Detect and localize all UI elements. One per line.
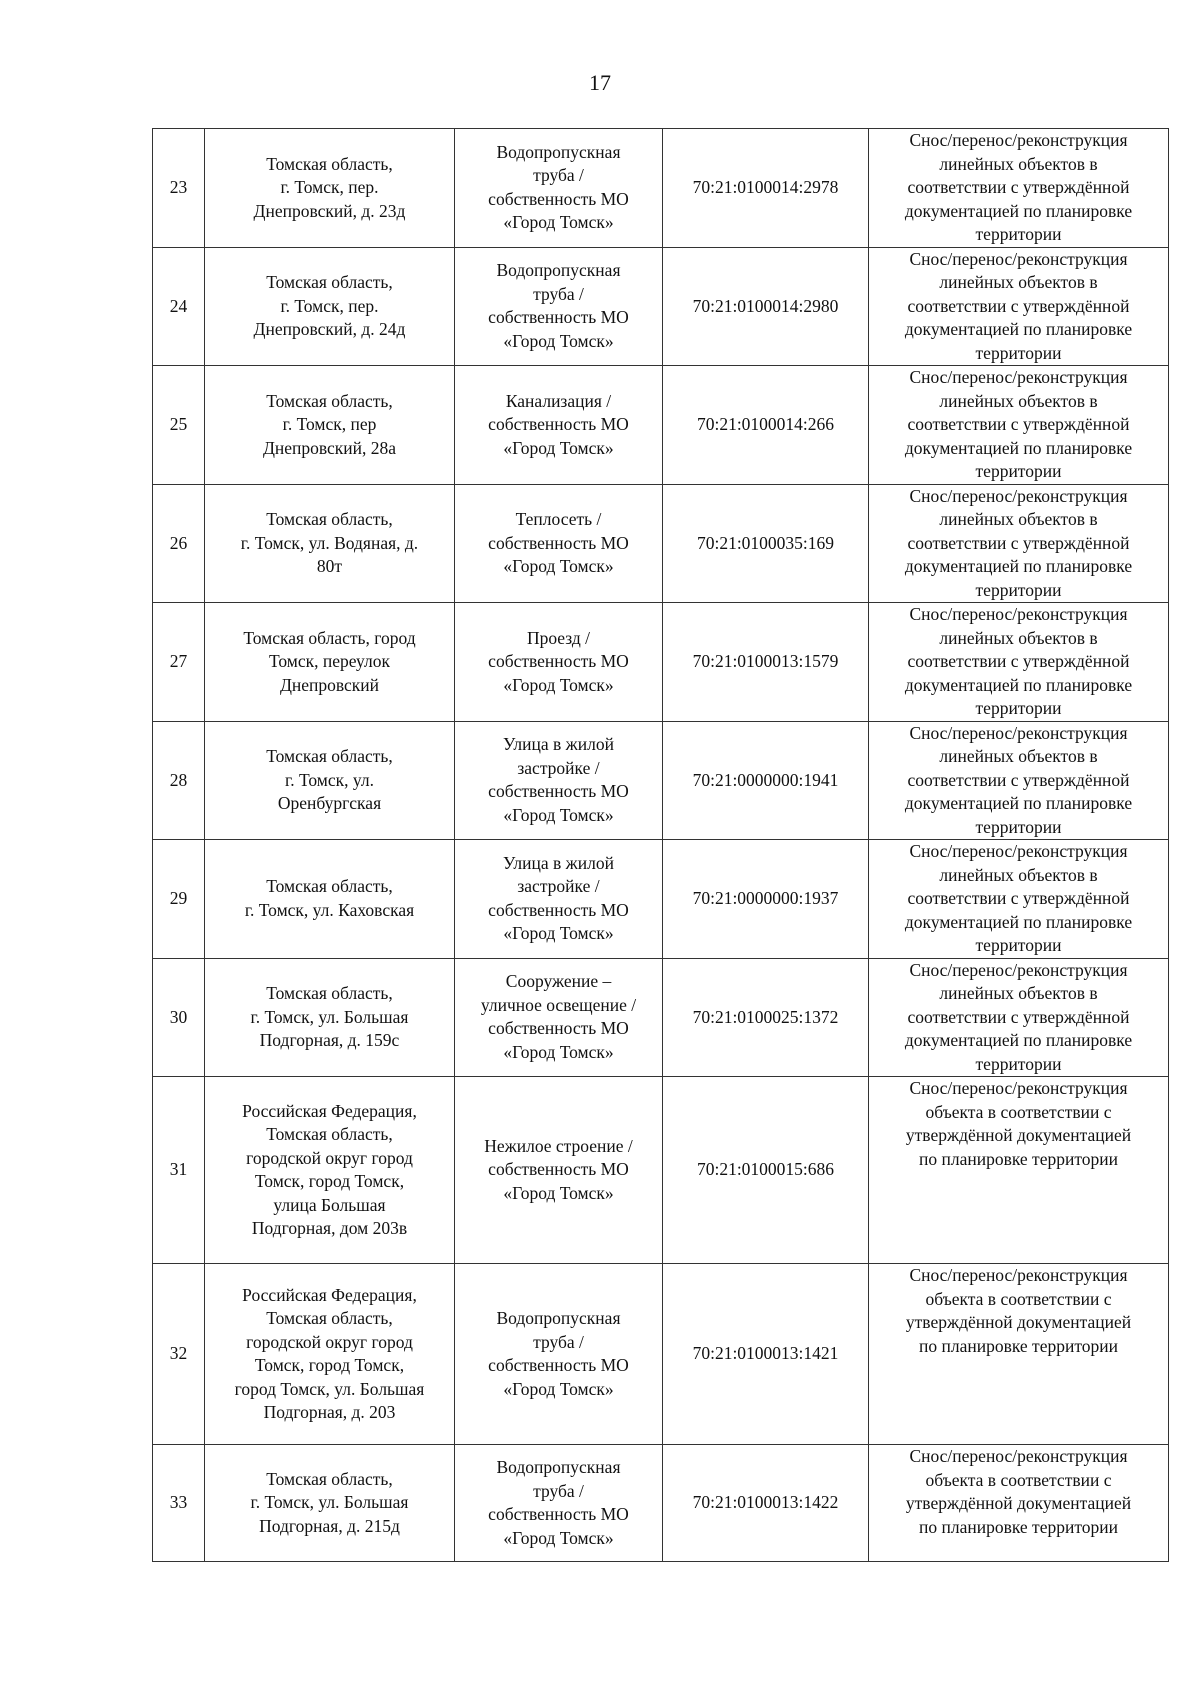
row-number-cell: 23 [153,129,205,248]
cadastral-number-cell: 70:21:0100013:1579 [663,603,869,722]
row-number-cell: 30 [153,958,205,1077]
table-row [153,247,1169,366]
action-cell: Снос/перенос/реконструкция объекта в соответствии с утверждённой документацией по планировке территории [869,1264,1169,1445]
object-cell: Водопропускная труба / собственность МО «Город Томск» [455,247,663,366]
row-number-cell: 26 [153,484,205,603]
action-cell: Снос/перенос/реконструкция линейных объектов в соответствии с утверждённой документацией по планировке территории [869,129,1169,248]
table-row [153,1077,1169,1264]
table-row [153,484,1169,603]
row-number-cell: 25 [153,366,205,485]
cadastral-number-cell: 70:21:0100013:1422 [663,1445,869,1562]
table-row [153,958,1169,1077]
address-cell: Томская область, г. Томск, пер Днепровский, 28а [205,366,455,485]
action-cell: Снос/перенос/реконструкция линейных объектов в соответствии с утверждённой документацией по планировке территории [869,603,1169,722]
address-cell: Томская область, г. Томск, ул. Водяная, д. 80т [205,484,455,603]
action-cell: Снос/перенос/реконструкция линейных объектов в соответствии с утверждённой документацией по планировке территории [869,958,1169,1077]
row-number-cell: 32 [153,1264,205,1445]
cadastral-number-cell: 70:21:0100014:2978 [663,129,869,248]
object-cell: Водопропускная труба / собственность МО «Город Томск» [455,1264,663,1445]
address-cell: Томская область, г. Томск, ул. Оренбургская [205,721,455,840]
table-row [153,721,1169,840]
object-cell: Улица в жилой застройке / собственность МО «Город Томск» [455,840,663,959]
object-cell: Проезд / собственность МО «Город Томск» [455,603,663,722]
land-plots-table [152,128,1169,1562]
object-cell: Сооружение – уличное освещение / собственность МО «Город Томск» [455,958,663,1077]
cadastral-number-cell: 70:21:0100015:686 [663,1077,869,1264]
table-row [153,603,1169,722]
address-cell: Томская область, г. Томск, ул. Большая Подгорная, д. 159с [205,958,455,1077]
address-cell: Томская область, г. Томск, ул. Большая Подгорная, д. 215д [205,1445,455,1562]
table-row [153,840,1169,959]
object-cell: Канализация / собственность МО «Город Томск» [455,366,663,485]
cadastral-number-cell: 70:21:0100014:266 [663,366,869,485]
action-cell: Снос/перенос/реконструкция объекта в соответствии с утверждённой документацией по планировке территории [869,1445,1169,1562]
row-number-cell: 33 [153,1445,205,1562]
action-cell: Снос/перенос/реконструкция объекта в соответствии с утверждённой документацией по планировке территории [869,1077,1169,1264]
address-cell: Томская область, г. Томск, ул. Каховская [205,840,455,959]
cadastral-number-cell: 70:21:0100035:169 [663,484,869,603]
address-cell: Российская Федерация, Томская область, городской округ город Томск, город Томск, улица Большая Подгорная, дом 203в [205,1077,455,1264]
cadastral-number-cell: 70:21:0000000:1941 [663,721,869,840]
row-number-cell: 29 [153,840,205,959]
row-number-cell: 31 [153,1077,205,1264]
row-number-cell: 27 [153,603,205,722]
action-cell: Снос/перенос/реконструкция линейных объектов в соответствии с утверждённой документацией по планировке территории [869,721,1169,840]
object-cell: Водопропускная труба / собственность МО «Город Томск» [455,129,663,248]
table-row [153,129,1169,248]
action-cell: Снос/перенос/реконструкция линейных объектов в соответствии с утверждённой документацией по планировке территории [869,366,1169,485]
object-cell: Теплосеть / собственность МО «Город Томск» [455,484,663,603]
action-cell: Снос/перенос/реконструкция линейных объектов в соответствии с утверждённой документацией по планировке территории [869,484,1169,603]
table-row [153,1264,1169,1445]
address-cell: Томская область, г. Томск, пер. Днепровский, д. 23д [205,129,455,248]
table-row [153,366,1169,485]
address-cell: Томская область, город Томск, переулок Днепровский [205,603,455,722]
address-cell: Томская область, г. Томск, пер. Днепровский, д. 24д [205,247,455,366]
action-cell: Снос/перенос/реконструкция линейных объектов в соответствии с утверждённой документацией по планировке территории [869,247,1169,366]
address-cell: Российская Федерация, Томская область, городской округ город Томск, город Томск, город Томск, ул. Большая Подгорная, д. 203 [205,1264,455,1445]
action-cell: Снос/перенос/реконструкция линейных объектов в соответствии с утверждённой документацией по планировке территории [869,840,1169,959]
object-cell: Улица в жилой застройке / собственность МО «Город Томск» [455,721,663,840]
cadastral-number-cell: 70:21:0100014:2980 [663,247,869,366]
object-cell: Нежилое строение / собственность МО «Город Томск» [455,1077,663,1264]
row-number-cell: 24 [153,247,205,366]
cadastral-number-cell: 70:21:0100025:1372 [663,958,869,1077]
table-row [153,1445,1169,1562]
page-number: 17 [589,70,611,95]
object-cell: Водопропускная труба / собственность МО «Город Томск» [455,1445,663,1562]
cadastral-number-cell: 70:21:0000000:1937 [663,840,869,959]
cadastral-number-cell: 70:21:0100013:1421 [663,1264,869,1445]
row-number-cell: 28 [153,721,205,840]
